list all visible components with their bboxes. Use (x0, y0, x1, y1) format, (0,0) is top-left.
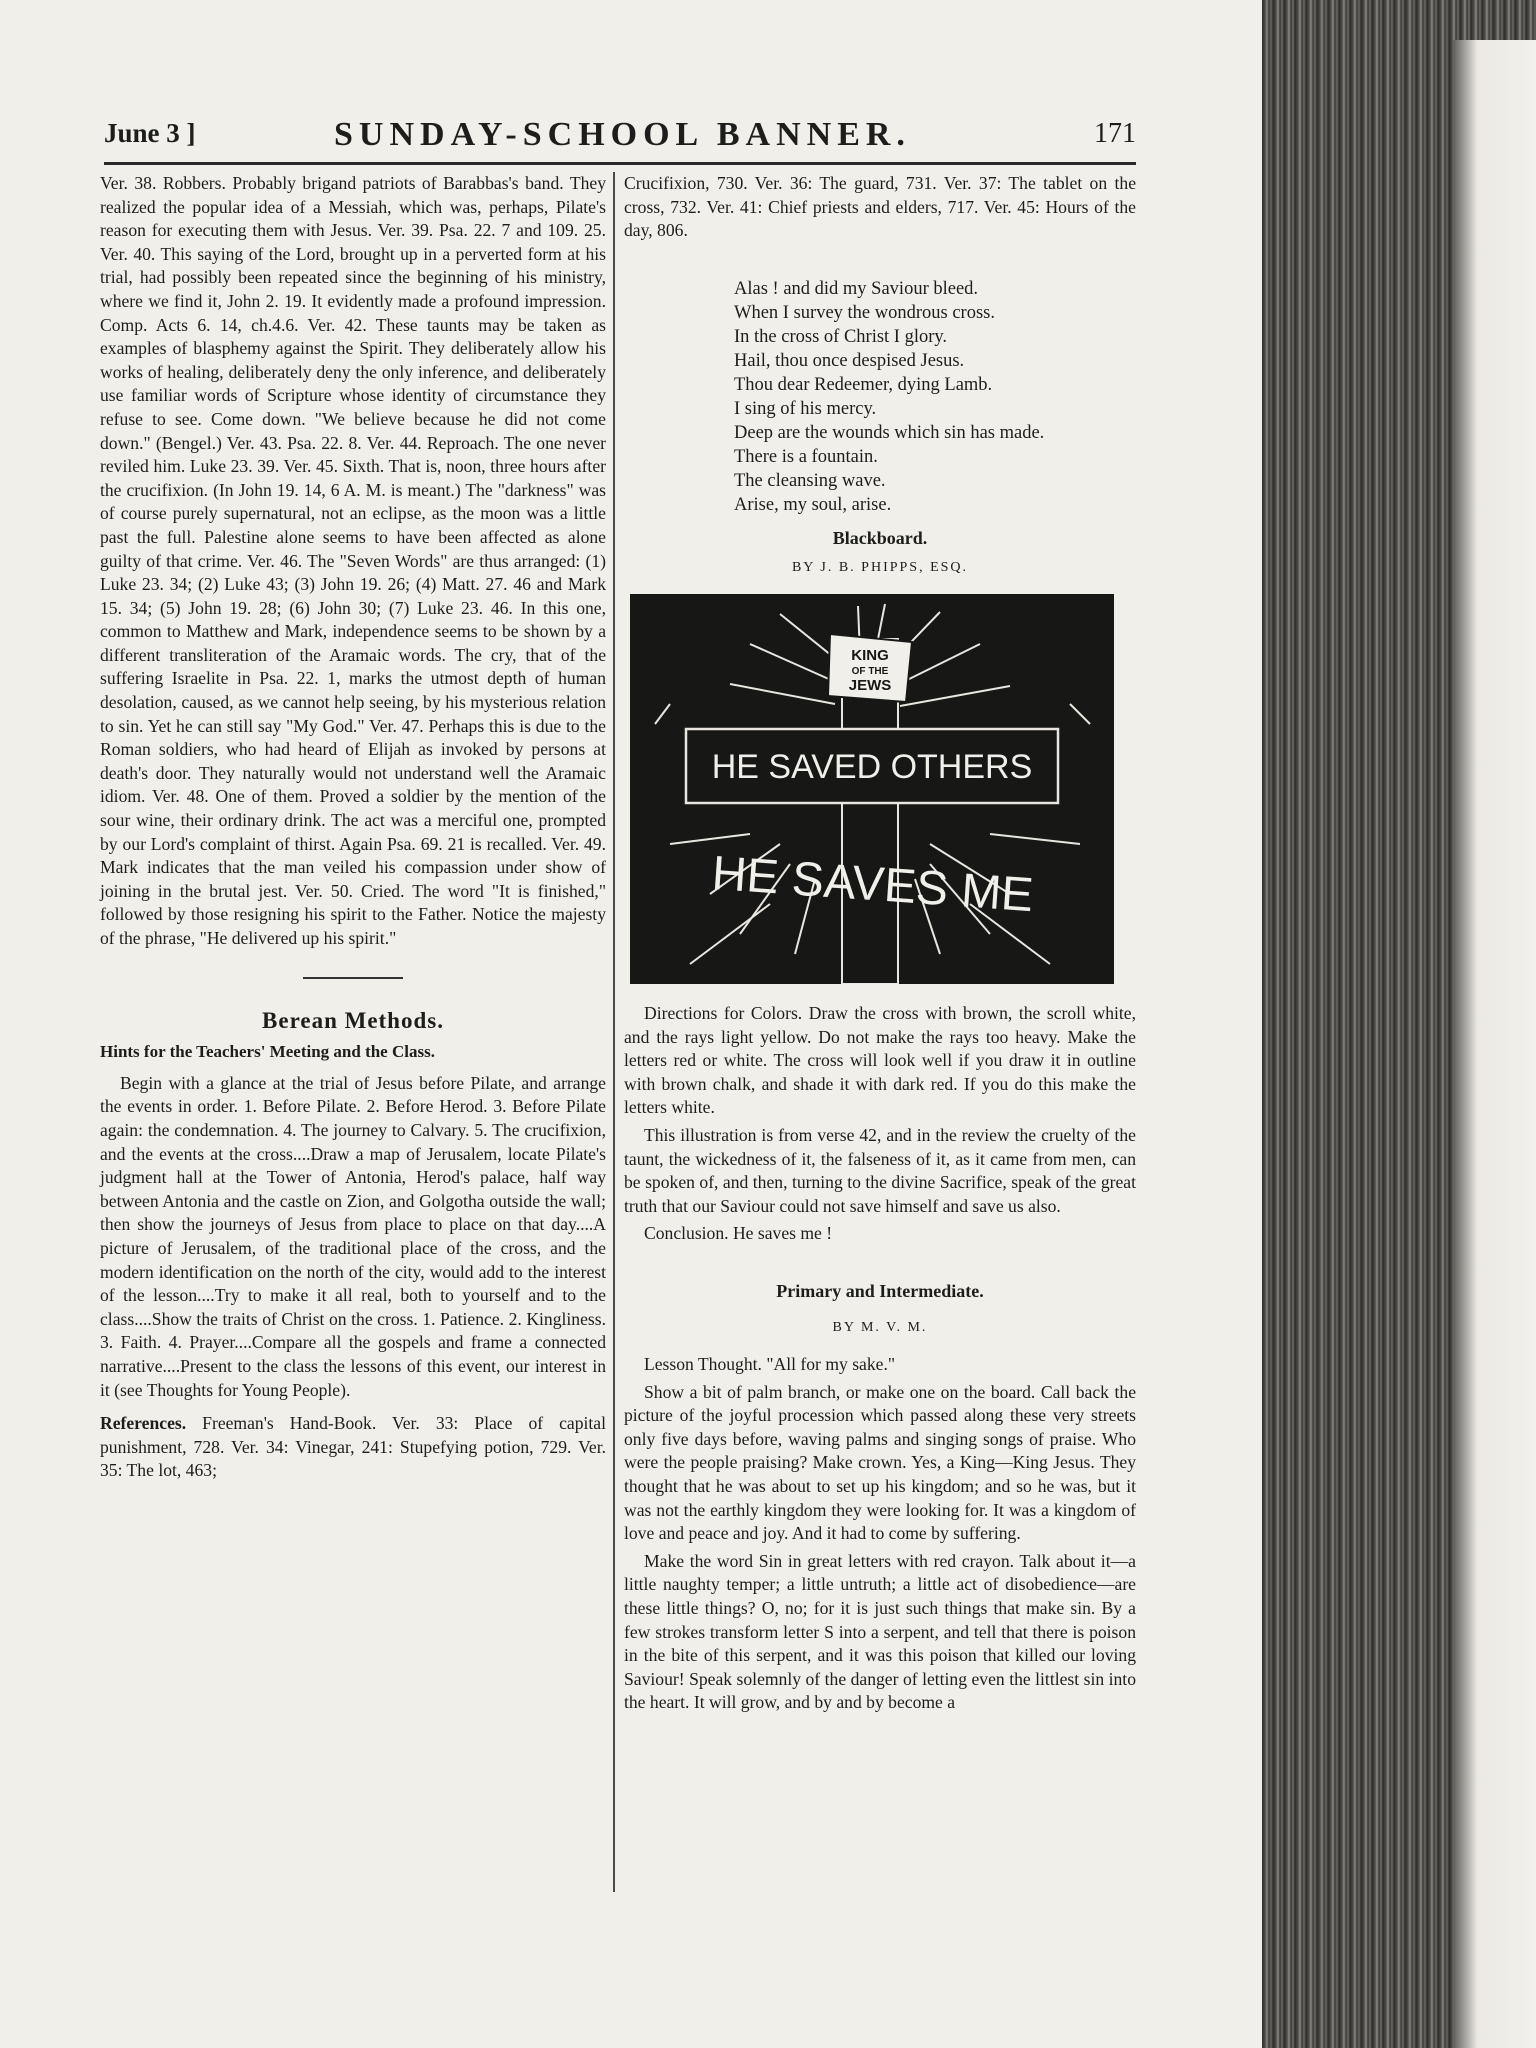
scroll-text-1: KING (851, 646, 889, 664)
hymn-line: Deep are the wounds which sin has made. (734, 422, 1045, 443)
blackboard-byline: BY J. B. PHIPPS, ESQ. (791, 560, 969, 576)
hymn-line: Hail, thou once despised Jesus. (734, 350, 965, 371)
scroll-text-3: JEWS (848, 676, 892, 694)
book-page-edges (1262, 0, 1536, 2048)
hints-subheading: Hints for the Teachers' Meeting and the Class. (100, 1042, 435, 1062)
hymn-line: Arise, my soul, arise. (734, 494, 892, 515)
publication-title: SUNDAY-SCHOOL BANNER. (334, 116, 911, 153)
commentary-paragraph: Ver. 38. Robbers. Probably brigand patriots of Barabbas's band. They realized the popular idea of a Messiah, which was, perhaps, Pilate's reason for executing them with Jesus. Ver. 39. Psa. 22. 7 and 109. 25. Ver. 40. This saying of the Lord, brought up in a perverted form at his trial, had possibly been repeated since the beginning of his ministry, where we find it, John 2. 19. It evidently made a profound impression. Comp. Acts 6. 14, ch.4.6. Ver. 42. These taunts may be taken as examples of blasphemy against the Spirit. They deliberately allow his works of healing, deliberately deny the only inference, and deliberately use familiar words of Scripture whose identity of circumstance they refuse to see. Come down. "We believe because he did not come down." (Bengel.) Ver. 43. Psa. 22. 8. Ver. 44. Reproach. The one never reviled him. Luke 23. 39. Ver. 45. Sixth. That is, noon, three hours after the crucifixion. (In John 19. 14, 6 A. M. is meant.) The "darkness" was of course purely supernatural, not an eclipse, as the moon was a little past the full. Palestine alone seems to have been affected as alone guilty of that crime. Ver. 46. The "Seven Words" are thus arranged: (1) Luke 23. 34; (2) Luke 43; (3) John 19. 26; (4) Matt. 27. 46 and Mark 15. 34; (5) John 19. 28; (6) John 30; (7) Luke 23. 46. In this one, common to Matthew and Mark, independence seems to be shown by a different transliteration of the Aramaic words. The cry, that of the suffering Israelite in Psa. 22. 1, marks the utmost depth of human desolation, caused, as we cannot help seeing, by his mysterious relation to sin. Yet he can still say "My God." Ver. 47. Perhaps this is due to the Roman soldiers, who had heard of Elijah as invoked by persons at death's door. They naturally would not understand well the Aramaic idiom. Ver. 48. One of them. Proved a soldier by the mention of the sour wine, their ordinary drink. The act was a merciful one, prompted by our Lord's complaint of thirst. Again Psa. 69. 21 is recalled. Ver. 49. Mark indicates that the man veiled his compassion under show of joining in the brutal jest. Ver. 50. Cried. The word "It is finished," followed by those resigning his spirit to the Father. Notice the majesty of the phrase, "He delivered up his spirit." (100, 173, 606, 948)
hymn-line: There is a fountain. (734, 446, 878, 467)
references-paragraph (100, 1412, 606, 1483)
hymn-line: In the cross of Christ I glory. (734, 326, 948, 347)
crossbar-text: HE SAVED OTHERS (711, 747, 1033, 786)
blackboard-heading: Blackboard. (832, 527, 928, 548)
references-label: References. (100, 1413, 187, 1434)
references-continued: Crucifixion, 730. Ver. 36: The guard, 731. Ver. 37: The tablet on the cross, 732. Ver. 41: Chief priests and elders, 717. Ver. 45: Hours of the day, 806. (624, 173, 1136, 241)
illustration-paragraph: This illustration is from verse 42, and in the review the cruelty of the taunt, the wickedness of it, the falseness of it, as it came from men, can be spoken of, and then, turning to the divine Sacrifice, speak of the great truth that our Saviour could not save himself and save us also. (624, 1124, 1136, 1216)
adjacent-page (1452, 40, 1536, 2048)
hymn-line: Alas ! and did my Saviour bleed. (734, 278, 979, 299)
berean-methods-heading: Berean Methods. (262, 1007, 444, 1033)
bottom-text: HE SAVES ME (710, 846, 1036, 923)
hymn-list (734, 277, 1136, 517)
page-header (104, 112, 1136, 165)
hymn-line: The cleansing wave. (734, 470, 886, 491)
blackboard-illustration (630, 594, 1114, 984)
conclusion-line: Conclusion. He saves me ! (644, 1223, 833, 1244)
cross-drawing (630, 594, 1114, 984)
primary-byline: BY M. V. M. (832, 1319, 928, 1335)
scroll-text-2: OF THE (851, 665, 889, 677)
issue-date: June 3 ] (104, 118, 196, 148)
primary-heading: Primary and Intermediate. (776, 1280, 984, 1301)
hymn-line: When I survey the wondrous cross. (734, 302, 995, 323)
section-divider (303, 977, 403, 979)
references-text: Freeman's Hand-Book. Ver. 33: Place of capital punishment, 728. Ver. 34: Vinegar, 241: Stupefying potion, 729. Ver. 35: The lot, 463; (100, 1413, 607, 1481)
column-divider (613, 172, 615, 1892)
hymn-line: Thou dear Redeemer, dying Lamb. (734, 374, 993, 395)
right-column (624, 172, 1136, 1719)
primary-paragraph-2: Make the word Sin in great letters with red crayon. Talk about it—a little naughty temper; a little untruth; a little act of disobedience—are these little things? O, no; for it is just such things that make sin. By a few strokes transform letter S into a serpent, and tell that there is poison in the bite of this serpent, and it was this poison that killed our loving Saviour! Speak solemnly of the danger of letting even the littlest sin into the heart. It will grow, and by and by become a (624, 1550, 1136, 1713)
hints-paragraph: Begin with a glance at the trial of Jesus before Pilate, and arrange the events in order. 1. Before Pilate. 2. Before Herod. 3. Before Pilate again: the condemnation. 4. The journey to Calvary. 5. The crucifixion, and the events at the cross....Draw a map of Jerusalem, locate Pilate's judgment hall at the Tower of Antonia, Herod's palace, half way between Antonia and the castle on Zion, and Golgotha outside the wall; then show the journeys of Jesus from place to place on that day....A picture of Jerusalem, of the traditional place of the cross, and the modern identification on the north of the city, would add to the interest of the lesson....Try to make it all real, both to yourself and to the class....Show the traits of Christ on the cross. 1. Patience. 2. Kingliness. 3. Faith. 4. Prayer....Compare all the gospels and frame a connected narrative....Present to the class the lessons of this event, our interest in it (see Thoughts for Young People). (100, 1072, 606, 1400)
lesson-thought: Lesson Thought. "All for my sake." (644, 1354, 896, 1375)
directions-paragraph: Directions for Colors. Draw the cross with brown, the scroll white, and the rays light yellow. Do not make the rays too heavy. Make the letters red or white. The cross will look well if you draw it in outline with brown chalk, and shade it with dark red. If you do this make the letters white. (624, 1002, 1136, 1118)
left-column (100, 172, 606, 1487)
page-number: 171 (1094, 118, 1136, 149)
primary-paragraph-1: Show a bit of palm branch, or make one on the board. Call back the picture of the joyful procession which passed along these very streets only five days before, waving palms and singing songs of praise. Who were the people praising? Make crown. Yes, a King—King Jesus. They thought that he was about to set up his kingdom; and so he was, but it was not the earthly kingdom they were looking for. It was a kingdom of love and peace and joy. And it had to come by suffering. (624, 1381, 1136, 1544)
hymn-line: I sing of his mercy. (734, 398, 877, 419)
